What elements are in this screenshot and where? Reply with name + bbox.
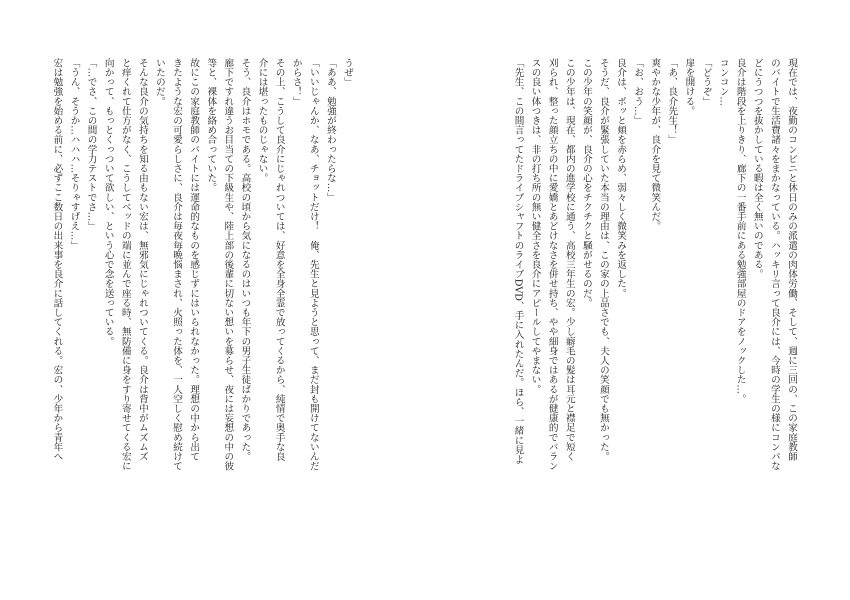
text-line: 介には堪ったものじゃない。 [256,58,268,183]
text-line: 現在では、夜勤のコンビニと休日のみの派遣の肉体労働、そして、週に三回の、この家庭教師 [786,58,797,462]
text-line: 扉を開ける。 [683,58,695,116]
text-line: のバイトで生活費諸々をまかなっている。ハッキリ言って良介には、今時の学生の様にコンパな [768,58,780,471]
text-line: からさ！」 [290,58,302,106]
text-line: 「あ、良介先生！」 [666,58,678,145]
text-line: 宏は勉強を始める前に、必ずここ数日の出来事を良介に話してくれる。宏の、少年から青年へ [51,58,63,462]
text-line: うぜ」 [342,58,353,87]
text-line: 刈られ、整った顔立ちの中に愛嬌とあどけなさを併せ持ち、やや細身ではあるが健康的でバラン [546,58,558,471]
text-line: どにうつつを抜かしている暇は全く無いのである。 [751,58,763,279]
text-line: 良介は階段を上りきり、廊下の一番手前にある勉強部屋のドアをノックした…。 [734,58,746,404]
text-line: いたのだ。 [153,58,165,106]
text-line: 故にこの家庭教師のバイトには運命的なものを感じずにはいられなかった。理想の中から出て [188,58,200,462]
text-line: 「どうぞ」 [700,58,712,106]
text-line: と痒くれて仕方がなく、こうしてベッドの端に並んで座る時、無防備に身をすり寄せてくる宏に [119,58,131,471]
text-line: 爽やかな少年が、良介を見て微笑んだ。 [649,58,661,231]
text-line: スの良い体つきは、非の打ち所の無い健全さを良介にアピールしてやまない。 [529,58,541,394]
left-page-text [51,58,356,528]
text-line: きたような宏の可愛らしさに、良介は毎夜毎晩悩まされ、火照った体を、一人空しく慰め続けて [171,58,183,471]
text-line: 「…でさ、この間の学力テストでさ…」 [85,58,97,231]
text-line: その上、こうして良介にじゃれついては、好意を全身全霊で放ってくるから、純情で奥手な良 [273,58,285,462]
text-line: そんな良介の気持ちを知る由もない宏は、無邪気にじゃれついてくる。良介は背中がムズムズ [136,58,148,462]
text-line: この少年の笑顔が、良介の心をチクチクと騒がせるのだ。 [580,58,592,308]
text-line: そう、良介はホモである。高校の頃から気になるのはいつも年下の男子生徒ばかりであった。 [239,58,251,462]
text-line: 「お、おう…」 [632,58,644,126]
text-line: 「いいじゃんか、なあ、チョットだけ！ 俺、先生と見ようと思って、まだ封も開けてないんだ [307,58,319,471]
text-line: 廊下ですれ違うお目当ての下級生や、陸上部の後輩に切ない想いを募らせ、夜には妄想の中の彼 [222,58,234,471]
text-line: そうだ、良介が緊張していた本当の理由は、この家の上品さでも、夫人の笑顔でも無かった。 [597,58,609,462]
text-line: この少年は、現在、都内の進学校に通う、高校三年生の宏。少し癖毛の髪は耳元と襟足で短く [563,58,575,462]
text-line: 「うん、そうか…ハハハ…そりゃすげえ…」 [68,58,80,250]
text-line: 良介は、ポッと頬を赤らめ、弱々しく微笑みを返した。 [615,58,627,298]
text-line: 「ああ、勉強が終わったらな…」 [324,58,336,202]
text-line: 向かって、もっとくっついて欲しい、という心で念を送っている。 [102,58,114,346]
text-line: コンコン… [717,58,729,106]
text-line: 等と、裸体を絡め合っていた。 [205,58,217,193]
text-line: 「先生、この間言ってたドライブシャフトのライブDVD、手に入れたんだ。ほら、一緒に見よ [512,58,524,465]
right-page-text [512,58,800,528]
